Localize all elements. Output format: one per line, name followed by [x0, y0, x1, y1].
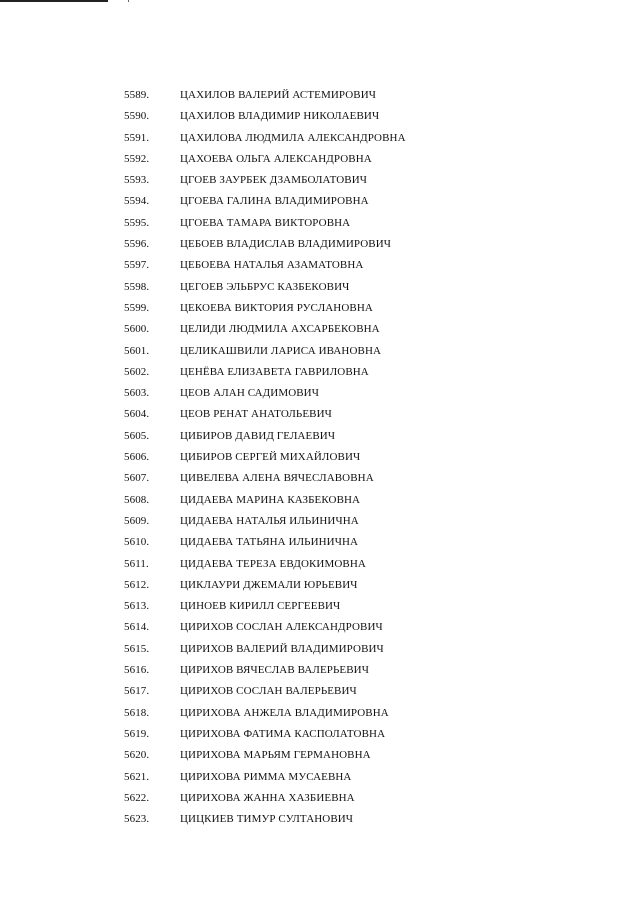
entry-full-name: ЦИРИХОВА АНЖЕЛА ВЛАДИМИРОВНА	[180, 706, 389, 719]
entry-full-name: ЦИДАЕВА ТЕРЕЗА ЕВДОКИМОВНА	[180, 557, 366, 570]
list-item	[0, 596, 640, 617]
entry-full-name: ЦИРИХОВ СОСЛАН АЛЕКСАНДРОВИЧ	[180, 621, 383, 634]
entry-full-name: ЦГОЕВА ГАЛИНА ВЛАДИМИРОВНА	[180, 195, 369, 208]
entry-number: 5620.	[124, 749, 150, 762]
entry-full-name: ЦИРИХОВ СОСЛАН ВАЛЕРЬЕВИЧ	[180, 685, 357, 698]
entry-full-name: ЦИДАЕВА НАТАЛЬЯ ИЛЬИНИЧНА	[180, 514, 359, 527]
entry-number: 5592.	[124, 152, 150, 165]
entry-full-name: ЦИРИХОВА ЖАННА ХАЗБИЕВНА	[180, 791, 355, 804]
entry-number: 5589.	[124, 89, 150, 101]
list-item	[0, 170, 640, 191]
entry-full-name: ЦЕЛИДИ ЛЮДМИЛА АХСАРБЕКОВНА	[180, 323, 380, 336]
entry-number: 5614.	[124, 621, 150, 634]
entry-full-name: ЦЕЛИКАШВИЛИ ЛАРИСА ИВАНОВНА	[180, 344, 382, 357]
list-item	[0, 788, 640, 809]
entry-full-name: ЦЕБОЕВА НАТАЛЬЯ АЗАМАТОВНА	[180, 259, 364, 272]
list-item	[0, 362, 640, 383]
list-item	[0, 277, 640, 298]
list-item	[0, 213, 640, 234]
entry-number: 5595.	[124, 216, 150, 229]
scan-edge-tick	[128, 0, 129, 2]
entry-number: 5606.	[124, 451, 150, 464]
scan-edge-mark	[0, 0, 108, 2]
list-item	[0, 468, 640, 489]
entry-number: 5593.	[124, 174, 150, 187]
entry-full-name: ЦЕГОЕВ ЭЛЬБРУС КАЗБЕКОВИЧ	[180, 280, 350, 293]
list-item	[0, 703, 640, 724]
entry-number: 5608.	[124, 493, 150, 506]
entry-number: 5598.	[124, 280, 150, 293]
entry-full-name: ЦИДАЕВА МАРИНА КАЗБЕКОВНА	[180, 493, 361, 506]
entry-full-name: ЦИРИХОВА РИММА МУСАЕВНА	[180, 770, 352, 783]
entry-number: 5602.	[124, 365, 150, 378]
entry-number: 5591.	[124, 131, 150, 144]
list-item	[0, 745, 640, 766]
entry-number: 5615.	[124, 642, 150, 655]
entry-full-name: ЦЕОВ РЕНАТ АНАТОЛЬЕВИЧ	[180, 408, 332, 421]
entry-number: 5599.	[124, 301, 150, 314]
entry-full-name: ЦАХИЛОВА ЛЮДМИЛА АЛЕКСАНДРОВНА	[180, 131, 406, 144]
entry-number: 5605.	[124, 429, 150, 442]
entry-number: 5622.	[124, 791, 150, 804]
entry-number: 5609.	[124, 514, 150, 527]
list-item	[0, 575, 640, 596]
entry-full-name: ЦИЦКИЕВ ТИМУР СУЛТАНОВИЧ	[180, 813, 354, 826]
entry-number: 5600.	[124, 323, 150, 336]
list-item	[0, 767, 640, 788]
entry-full-name: ЦАХИЛОВ ВАЛЕРИЙ АСТЕМИРОВИЧ	[180, 89, 377, 101]
entry-number: 5619.	[124, 727, 150, 740]
list-item	[0, 255, 640, 276]
list-item	[0, 106, 640, 127]
entry-full-name: ЦГОЕВ ЗАУРБЕК ДЗАМБОЛАТОВИЧ	[180, 174, 368, 187]
entry-number: 5612.	[124, 578, 150, 591]
entry-full-name: ЦИКЛАУРИ ДЖЕМАЛИ ЮРЬЕВИЧ	[180, 578, 358, 591]
entry-full-name: ЦИВЕЛЕВА АЛЕНА ВЯЧЕСЛАВОВНА	[180, 472, 374, 485]
entry-number: 5607.	[124, 472, 150, 485]
list-item	[0, 319, 640, 340]
list-item	[0, 426, 640, 447]
entry-number: 5597.	[124, 259, 150, 272]
list-item	[0, 191, 640, 212]
entry-number: 5613.	[124, 600, 150, 613]
entry-number: 5604.	[124, 408, 150, 421]
list-item	[0, 298, 640, 319]
entry-full-name: ЦИНОЕВ КИРИЛЛ СЕРГЕЕВИЧ	[180, 600, 341, 613]
entry-full-name: ЦИБИРОВ ДАВИД ГЕЛАЕВИЧ	[180, 429, 336, 442]
list-item	[0, 511, 640, 532]
entry-full-name: ЦГОЕВА ТАМАРА ВИКТОРОВНА	[180, 216, 351, 229]
entry-full-name: ЦИРИХОВ ВЯЧЕСЛАВ ВАЛЕРЬЕВИЧ	[180, 664, 369, 677]
entry-number: 5601.	[124, 344, 150, 357]
entry-number: 5610.	[124, 536, 150, 549]
entry-number: 5621.	[124, 770, 150, 783]
entry-number: 5616.	[124, 664, 150, 677]
list-item	[0, 234, 640, 255]
entry-number: 5623.	[124, 813, 150, 826]
entry-full-name: ЦЕНЁВА ЕЛИЗАВЕТА ГАВРИЛОВНА	[180, 365, 369, 378]
entry-number: 5596.	[124, 238, 150, 251]
list-item	[0, 341, 640, 362]
entry-full-name: ЦЕОВ АЛАН САДИМОВИЧ	[180, 387, 319, 400]
list-item	[0, 383, 640, 404]
list-item	[0, 617, 640, 638]
list-item	[0, 149, 640, 170]
entry-number: 5594.	[124, 195, 150, 208]
entry-number: 5618.	[124, 706, 150, 719]
entry-full-name: ЦИРИХОВА МАРЬЯМ ГЕРМАНОВНА	[180, 749, 371, 762]
list-item	[0, 809, 640, 830]
list-item	[0, 404, 640, 425]
entry-full-name: ЦИДАЕВА ТАТЬЯНА ИЛЬИНИЧНА	[180, 536, 359, 549]
entry-number: 5603.	[124, 387, 150, 400]
entry-full-name: ЦЕКОЕВА ВИКТОРИЯ РУСЛАНОВНА	[180, 301, 373, 314]
entry-number: 5590.	[124, 110, 150, 123]
entry-number: 5611.	[124, 557, 149, 570]
entry-full-name: ЦИРИХОВА ФАТИМА КАСПОЛАТОВНА	[180, 727, 386, 740]
entry-full-name: ЦИБИРОВ СЕРГЕЙ МИХАЙЛОВИЧ	[180, 451, 361, 464]
list-item	[0, 724, 640, 745]
entry-full-name: ЦАХИЛОВ ВЛАДИМИР НИКОЛАЕВИЧ	[180, 110, 380, 123]
entry-full-name: ЦЕБОЕВ ВЛАДИСЛАВ ВЛАДИМИРОВИЧ	[180, 238, 391, 251]
list-item	[0, 85, 640, 106]
list-item	[0, 490, 640, 511]
list-item	[0, 554, 640, 575]
list-item	[0, 681, 640, 702]
list-item	[0, 532, 640, 553]
list-item	[0, 639, 640, 660]
list-item	[0, 128, 640, 149]
entry-full-name: ЦИРИХОВ ВАЛЕРИЙ ВЛАДИМИРОВИЧ	[180, 642, 384, 655]
name-list	[0, 85, 640, 830]
list-item	[0, 447, 640, 468]
entry-full-name: ЦАХОЕВА ОЛЬГА АЛЕКСАНДРОВНА	[180, 152, 372, 165]
entry-number: 5617.	[124, 685, 150, 698]
list-item	[0, 660, 640, 681]
